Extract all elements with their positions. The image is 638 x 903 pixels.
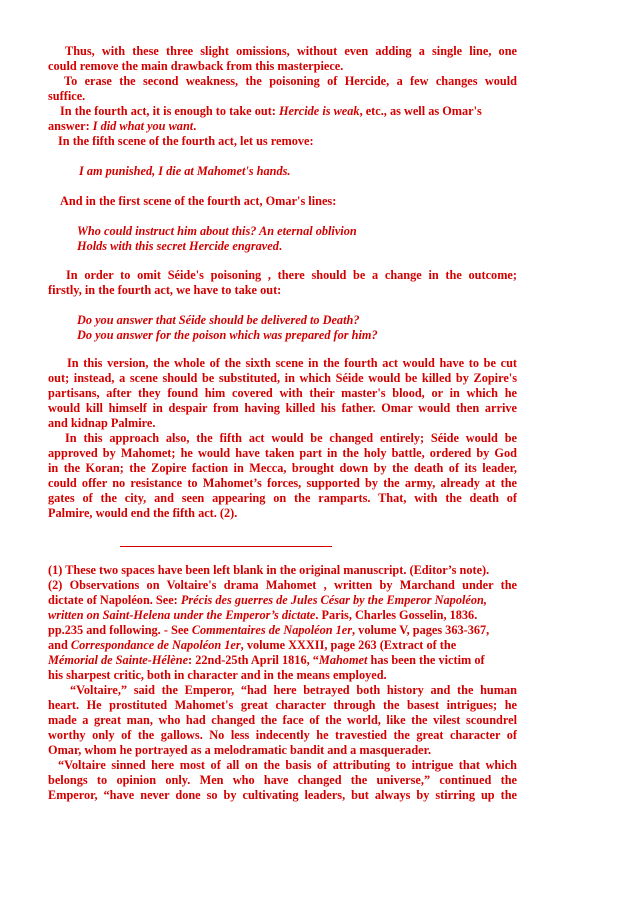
text-run: : 22nd-25th April 1816, “ [188,653,319,667]
text-run: . [193,119,197,133]
paragraph-line: firstly, in the fourth act, we have to take out: [48,283,282,297]
quoted-line: Do you answer that Séide should be delivered to Death? [77,313,360,327]
paragraph-line: in the Koran; the Zopire faction in Mecca, brought down by the death of its leader, [48,461,517,475]
footnote-line: Omar, whom he portrayed as a melodramatic bandit and a masquerader. [48,743,432,757]
footnote-line [48,608,517,623]
footnote-line [48,593,517,608]
citation-title: Précis des guerres de Jules César by the Emperor Napoléon, [180,593,487,607]
paragraph-line: gates of the city, and seen appearing on the ramparts. That, with the death of [48,491,517,505]
text-run: dictate of Napoléon. See: [48,593,181,607]
citation-title: Commentaires de Napoléon 1er [191,623,353,637]
footnote-line: “Voltaire sinned here most of all on the basis of attributing to intrigue that which [58,758,517,772]
quoted-line: I am punished, I die at Mahomet's hands. [79,164,291,178]
text-run: pp.235 and following. - See [48,623,192,637]
footnote-line: Emperor, “have never done so by cultivating leaders, but always by stirring up the [48,788,517,802]
paragraph-line: To erase the second weakness, the poisoning of Hercide, a few changes would [64,74,517,88]
paragraph-line: In this approach also, the fifth act would be changed entirely; Séide would be [65,431,517,445]
paragraph-line: would kill himself in despair from having killed his father. Omar would then arrive [48,401,517,415]
paragraph-line: And in the first scene of the fourth act, Omar's lines: [60,194,337,208]
footnote-line [48,653,517,668]
citation-title: Correspondance de Napoléon 1er [70,638,241,652]
paragraph-line: could offer no resistance to Mahomet’s forces, supported by the army, already at the [48,476,517,490]
paragraph-line: Palmire, would end the fifth act. (2). [48,506,238,520]
footnote-line: heart. He prostituted Mahomet's great character through the basest intrigues; he [48,698,517,712]
citation-title: Mahomet [318,653,368,667]
paragraph-line [48,104,529,119]
paragraph-line: In the fifth scene of the fourth act, let us remove: [58,134,314,148]
citation-title: Saint-Helena under the Emperor’s dictate [102,608,316,622]
footnote-line: (2) Observations on Voltaire's drama Mahomet , written by Marchand under the [48,578,517,592]
quote-run: Hercide is weak [278,104,360,118]
paragraph-line: approved by Mahomet; he would have taken part in the holy battle, ordered by God [48,446,517,460]
quote-run: I did what you want [92,119,194,133]
paragraph-line [48,119,517,134]
quote-run: Holds with this secret Hercide engraved [77,239,279,253]
text-run: , volume XXXII, page 263 (Extract of the [240,638,457,652]
paragraph-line: Thus, with these three slight omissions, without even adding a single line, one [65,44,517,58]
quoted-line: Who could instruct him about this? An eternal oblivion [77,224,357,238]
paragraph-line: suffice. [48,89,86,103]
footnote-line: (1) These two spaces have been left blank in the original manuscript. (Editor’s note). [48,563,490,577]
paragraph-line: In this version, the whole of the sixth scene in the fourth act would have to be cut [67,356,517,370]
paragraph-line: partisans, after they found him covered with their master's blood, or in which he [48,386,517,400]
text-run: , etc., as well as Omar's [359,104,482,118]
citation-title: written on [48,608,103,622]
text-run: . Paris, Charles Gosselin, 1836. [315,608,478,622]
text-run: has been the victim of [367,653,485,667]
quoted-line: Do you answer for the poison which was prepared for him? [77,328,378,342]
footnote-line: belongs to opinion only. Men who have changed the universe,” continued the [48,773,517,787]
paragraph-line: In order to omit Séide's poisoning , there should be a change in the outcome; [66,268,517,282]
footnote-line: worthy only of the gallows. No less indecently he travestied the great character of [48,728,517,742]
text-run: In the fourth act, it is enough to take out: [60,104,279,118]
footnote-line: made a great man, who had changed the face of the world, like the vilest scoundrel [48,713,517,727]
quoted-line [77,239,546,254]
footnote-separator [120,546,332,547]
footnote-line: “Voltaire,” said the Emperor, “had here betrayed both history and the human [70,683,517,697]
paragraph-line: out; instead, a scene should be substituted, in which Séide would be killed by Zopire's [48,371,517,385]
text-run: . [278,239,282,253]
text-run: answer: [48,119,93,133]
citation-title: Mémorial de Sainte-Hélène [48,653,189,667]
text-run: , volume V, pages 363-367, [352,623,490,637]
footnote-line [48,638,517,653]
footnote-line: his sharpest critic, both in character and in the means employed. [48,668,387,682]
paragraph-line: could remove the main drawback from this masterpiece. [48,59,344,73]
footnote-line [48,623,517,638]
paragraph-line: and kidnap Palmire. [48,416,156,430]
text-run: and [48,638,71,652]
